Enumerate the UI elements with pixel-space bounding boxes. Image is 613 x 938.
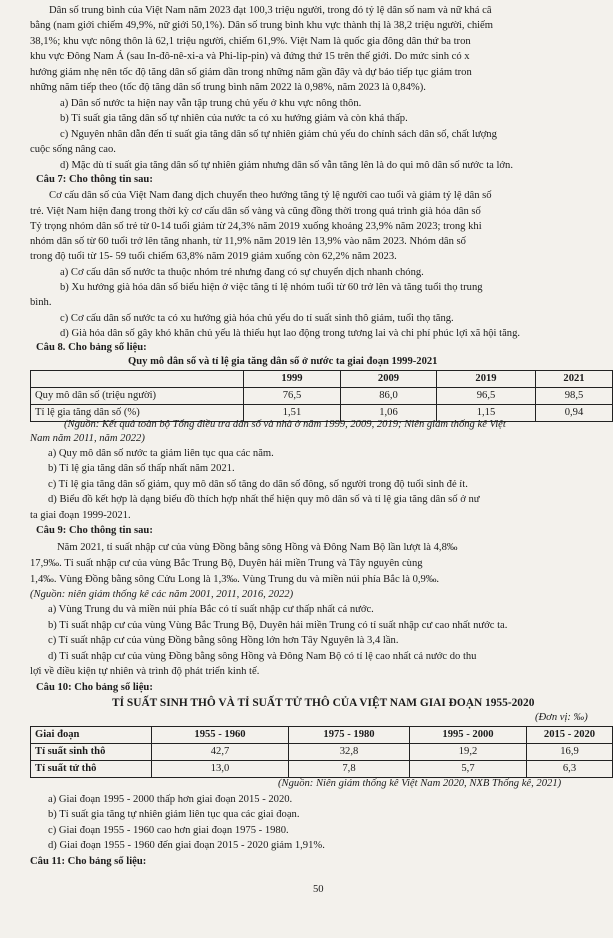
passage-line: Tỷ trọng nhóm dân số trẻ từ 0-14 tuổi giảm từ 24,3% năm 2019 xuống khoảng 23,9% năm 2023; trong khi bbox=[30, 221, 482, 232]
passage-line: Dân số trung bình của Việt Nam năm 2023 đạt 100,3 triệu người, trong đó tỷ lệ dân số nam và nữ khá câ bbox=[49, 5, 492, 16]
passage-line: những năm tiếp theo (tốc độ tăng dân số trung bình năm 2022 là 0,98%, năm 2023 là 0,84%). bbox=[30, 82, 426, 93]
table-cell: 32,8 bbox=[289, 744, 410, 761]
statement-d: d) Mặc dù tỉ suất gia tăng dân số tự nhiên giảm nhưng dân số vẫn tăng lên là do qui mô dân số nước ta lớn. bbox=[60, 160, 513, 171]
row-label: Tỉ suất sinh thô bbox=[31, 744, 152, 761]
passage-line: bằng (nam giới chiếm 49,9%, nữ giới 50,1%). Dân số trung bình khu vực thành thị là 38,2 triệu người, chiếm bbox=[30, 20, 494, 31]
table-cell: 42,7 bbox=[152, 744, 289, 761]
passage-line: 38,1%; khu vực nông thôn là 62,1 triệu người, chiếm 61,9%. Việt Nam là quốc gia đông dân thứ ba tron bbox=[30, 36, 471, 47]
statement-b: b) Tỉ suất gia tăng tự nhiên giảm liên tục qua các giai đoạn. bbox=[48, 809, 300, 820]
table-cell: 86,0 bbox=[341, 388, 437, 405]
passage-line: Cơ cấu dân số của Việt Nam đang dịch chuyển theo hướng tăng tỷ lệ người cao tuổi và giảm tỷ lệ dân số bbox=[49, 190, 492, 201]
table-cell: 1,06 bbox=[341, 405, 437, 422]
page-number: 50 bbox=[313, 884, 324, 895]
header-cell: 1955 - 1960 bbox=[152, 727, 289, 744]
question-7-title: Câu 7: Cho thông tin sau: bbox=[36, 174, 153, 185]
statement-c: c) Giai đoạn 1955 - 1960 cao hơn giai đoạn 1975 - 1980. bbox=[48, 825, 289, 836]
table-header-row bbox=[31, 727, 613, 744]
row-label: Tỉ lệ gia tăng dân số (%) bbox=[31, 405, 244, 422]
header-cell: Giai đoạn bbox=[31, 727, 152, 744]
unit-note: (Đơn vị: ‰) bbox=[535, 712, 588, 723]
statement-b: b) Tỉ suất gia tăng dân số tự nhiên của nước ta có xu hướng giảm và còn khá thấp. bbox=[60, 113, 408, 124]
source-note-cont: Nam năm 2011, năm 2022) bbox=[30, 433, 145, 444]
statement-c: c) Tỉ suất nhập cư của vùng Đồng bằng sông Hồng lớn hơn Tây Nguyên là 3,4 lần. bbox=[48, 635, 399, 646]
table-cell: 19,2 bbox=[410, 744, 527, 761]
statement-d-cont: lợi về điều kiện tự nhiên và trình độ phát triển kinh tế. bbox=[30, 666, 260, 677]
source-note: (Nguồn: niên giám thống kê các năm 2001, 2011, 2016, 2022) bbox=[30, 589, 294, 600]
table-cell: 7,8 bbox=[289, 761, 410, 778]
table-cell: 0,94 bbox=[536, 405, 613, 422]
table-row bbox=[31, 761, 613, 778]
statement-b: b) Tỉ lệ gia tăng dân số thấp nhất năm 2021. bbox=[48, 463, 235, 474]
statement-b: b) Xu hướng già hóa dân số biểu hiện ở việc tăng tỉ lệ nhóm tuổi từ 60 trở lên và tăng tuổi thọ trung bbox=[60, 282, 483, 293]
table-1-title: Quy mô dân số và tỉ lệ gia tăng dân số ở nước ta giai đoạn 1999-2021 bbox=[128, 356, 438, 367]
statement-c: c) Cơ cấu dân số nước ta có xu hướng già hóa chủ yếu do tỉ suất sinh thô giảm, tuổi thọ tăng. bbox=[60, 313, 454, 324]
table-cell: 96,5 bbox=[437, 388, 536, 405]
source-note: (Nguồn: Kết quả toàn bộ Tổng điều tra dân số và nhà ở năm 1999, 2009, 2019; Niên giám thống kê Việt bbox=[64, 419, 506, 430]
header-cell: 1995 - 2000 bbox=[410, 727, 527, 744]
question-11-title: Câu 11: Cho bảng số liệu: bbox=[30, 856, 147, 867]
statement-a: a) Giai đoạn 1995 - 2000 thấp hơn giai đoạn 2015 - 2020. bbox=[48, 794, 293, 805]
statement-d: d) Tỉ suất nhập cư của vùng Đồng bằng sông Hồng và Đông Nam Bộ có tỉ lệ cao nhất cả nước do thu bbox=[48, 651, 477, 662]
table-row bbox=[31, 744, 613, 761]
header-cell: 1999 bbox=[244, 371, 341, 388]
statement-c: c) Tỉ lệ gia tăng dân số giảm, quy mô dân số tăng do dân số đông, số người trong độ tuổi sinh đẻ ít. bbox=[48, 479, 468, 490]
statement-d-cont: ta giai đoạn 1999-2021. bbox=[30, 510, 131, 521]
table-cell: 1,51 bbox=[244, 405, 341, 422]
source-note: (Nguồn: Niên giám thống kê Việt Nam 2020, NXB Thống kê, 2021) bbox=[278, 778, 562, 789]
statement-a: a) Quy mô dân số nước ta giảm liên tục qua các năm. bbox=[48, 448, 274, 459]
statement-a: a) Cơ cấu dân số nước ta thuộc nhóm trẻ nhưng đang có sự chuyển dịch nhanh chóng. bbox=[60, 267, 424, 278]
header-cell: 2009 bbox=[341, 371, 437, 388]
question-9-title: Câu 9: Cho thông tin sau: bbox=[36, 525, 153, 536]
header-cell: 1975 - 1980 bbox=[289, 727, 410, 744]
table-cell: 76,5 bbox=[244, 388, 341, 405]
passage-line: khu vực Đông Nam Á (sau In-đô-nê-xi-a và Phi-lip-pin) và đứng thứ 15 trên thế giới. Do mức sinh có x bbox=[30, 51, 470, 62]
passage-line: 17,9‰. Tỉ suất nhập cư của vùng Bắc Trung Bộ, Duyên hải miền Trung và Tây nguyên cùng bbox=[30, 558, 423, 569]
header-cell: 2021 bbox=[536, 371, 613, 388]
population-table bbox=[30, 370, 613, 422]
table-cell: 98,5 bbox=[536, 388, 613, 405]
header-cell: 2015 - 2020 bbox=[527, 727, 613, 744]
table-cell: 13,0 bbox=[152, 761, 289, 778]
passage-line: 1,4‰. Vùng Đồng bằng sông Cửu Long là 1,3‰. Vùng Trung du và miền núi phía Bắc là 0,9‰. bbox=[30, 574, 440, 585]
passage-line: nhóm dân số từ 60 tuổi trở lên tăng nhanh, từ 11,9% năm 2019 lên 13,9% vào năm 2023. Nhóm dân số bbox=[30, 236, 466, 247]
table-2-title: TỈ SUẤT SINH THÔ VÀ TỈ SUẤT TỬ THÔ CỦA VIỆT NAM GIAI ĐOẠN 1955-2020 bbox=[112, 697, 535, 709]
statement-b: b) Tỉ suất nhập cư của vùng Vùng Bắc Trung Bộ, Duyên hải miền Trung có tỉ suất nhập cư cao nhất nước ta. bbox=[48, 620, 508, 631]
statement-d: d) Biểu đồ kết hợp là dạng biểu đồ thích hợp nhất thể hiện quy mô dân số và tỉ lệ gia tăng dân số ở nư bbox=[48, 494, 480, 505]
passage-line: trong độ tuổi từ 15- 59 tuổi chiếm 63,8% năm 2019 giảm xuống còn 62,2% năm 2023. bbox=[30, 251, 397, 262]
statement-c-cont: cuộc sống nâng cao. bbox=[30, 144, 116, 155]
passage-line: hướng giảm nhẹ nên tốc độ tăng dân số giảm dần trong những năm gần đây và dự báo tiếp tục giảm tron bbox=[30, 67, 472, 78]
statement-a: a) Dân số nước ta hiện nay vẫn tập trung chủ yếu ở khu vực nông thôn. bbox=[60, 98, 362, 109]
header-cell bbox=[31, 371, 244, 388]
passage-line: trẻ. Việt Nam hiện đang trong thời kỳ cơ cấu dân số vàng và cũng đồng thời trong quá trình già hóa dân số bbox=[30, 206, 481, 217]
statement-d: d) Già hóa dân số gây khó khăn chủ yếu là thiếu hụt lao động trong tương lai và chi phí phúc lợi xã hội tăng. bbox=[60, 328, 521, 339]
passage-line: Năm 2021, tỉ suất nhập cư của vùng Đồng bằng sông Hồng và Đông Nam Bộ lần lượt là 4,8‰ bbox=[57, 542, 458, 553]
table-row bbox=[31, 388, 613, 405]
table-cell: 5,7 bbox=[410, 761, 527, 778]
table-cell: 16,9 bbox=[527, 744, 613, 761]
question-10-title: Câu 10: Cho bảng số liệu: bbox=[36, 682, 153, 693]
table-header-row bbox=[31, 371, 613, 388]
row-label: Tỉ suất tử thô bbox=[31, 761, 152, 778]
statement-b-cont: bình. bbox=[30, 297, 52, 308]
table-cell: 1,15 bbox=[437, 405, 536, 422]
row-label: Quy mô dân số (triệu người) bbox=[31, 388, 244, 405]
statement-d: d) Giai đoạn 1955 - 1960 đến giai đoạn 2015 - 2020 giảm 1,91%. bbox=[48, 840, 325, 851]
question-8-title: Câu 8. Cho bảng số liệu: bbox=[36, 342, 147, 353]
header-cell: 2019 bbox=[437, 371, 536, 388]
birth-death-rate-table bbox=[30, 726, 613, 778]
statement-a: a) Vùng Trung du và miền núi phía Bắc có tỉ suất nhập cư thấp nhất cả nước. bbox=[48, 604, 374, 615]
table-cell: 6,3 bbox=[527, 761, 613, 778]
statement-c: c) Nguyên nhân dẫn đến tỉ suất gia tăng dân số tự nhiên giảm chủ yếu do chính sách dân số, chất lượng bbox=[60, 129, 497, 140]
